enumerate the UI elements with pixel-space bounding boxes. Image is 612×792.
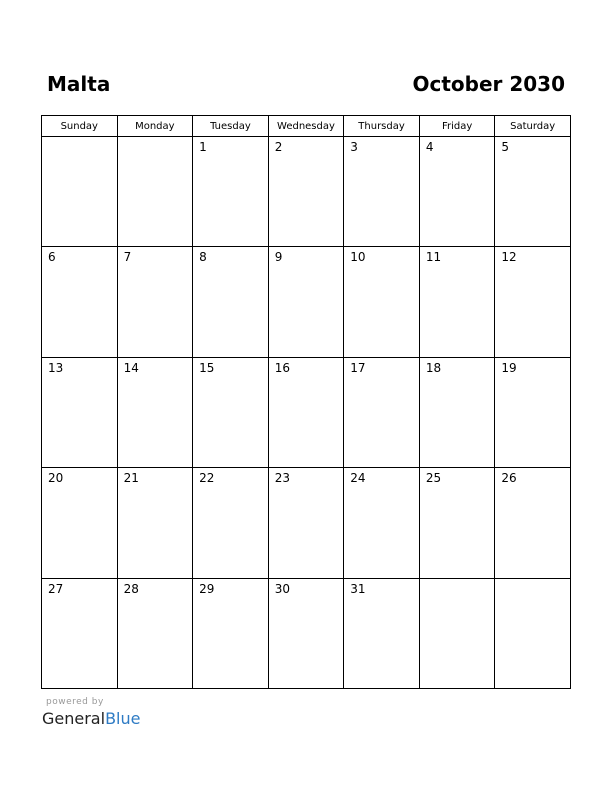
day-number: 31 [350,581,366,596]
day-cell [344,578,420,688]
day-number [495,579,570,582]
day-number: 2 [274,140,283,154]
weekday-header-saturday: Saturday [495,116,571,137]
brand-general-text: General [42,709,106,728]
weekday-header-friday: Friday [419,116,495,137]
day-cell [419,357,495,467]
day-cell [117,357,193,467]
day-number: 12 [501,250,517,265]
day-cell [117,578,193,688]
day-cell [193,357,269,467]
day-number: 3 [350,140,358,154]
weekday-header-sunday: Sunday [42,116,118,137]
day-number: 6 [48,250,56,265]
country-title: Malta [47,72,111,96]
weekday-header-tuesday: Tuesday [193,116,269,137]
day-number: 28 [123,581,139,596]
week-row [42,247,571,357]
day-number: 14 [123,360,139,375]
weekday-header-row [42,116,571,137]
week-row [42,357,571,467]
day-number: 5 [501,140,510,154]
day-cell [193,137,269,247]
week-row [42,468,571,578]
day-cell [42,468,118,578]
day-cell [344,247,420,357]
day-number: 19 [501,360,517,375]
day-cell [495,468,571,578]
day-number [420,579,495,582]
day-cell [268,247,344,357]
day-number: 22 [199,471,215,486]
day-number: 13 [48,360,64,375]
day-number: 20 [48,471,64,486]
day-cell [193,578,269,688]
day-cell [419,247,495,357]
day-cell [117,468,193,578]
day-number: 11 [425,250,442,265]
day-cell [344,137,420,247]
day-number: 24 [350,471,366,486]
day-cell [419,468,495,578]
weekday-header-thursday: Thursday [344,116,420,137]
day-cell [193,468,269,578]
day-cell [268,137,344,247]
day-number: 4 [425,140,434,154]
day-cell [495,578,571,688]
month-year-title: October 2030 [412,72,565,96]
day-cell [42,247,118,357]
day-cell [268,357,344,467]
day-number: 23 [274,471,290,486]
day-number [118,137,193,140]
day-number: 30 [274,581,290,596]
day-cell [495,357,571,467]
day-number: 18 [425,360,442,375]
day-cell [268,578,344,688]
day-cell [495,137,571,247]
brand-blue-text: Blue [105,709,141,728]
calendar-grid [41,115,571,689]
day-number: 21 [123,471,139,486]
powered-by-text: powered by [46,697,104,707]
day-number: 9 [274,250,283,265]
day-number: 29 [199,581,215,596]
day-number: 8 [199,250,207,265]
footer-branding [42,697,140,729]
brand-logo[interactable] [42,709,140,729]
day-number: 25 [425,471,442,486]
day-cell [117,247,193,357]
weekday-header-wednesday: Wednesday [268,116,344,137]
day-cell [42,357,118,467]
day-number: 15 [199,360,215,375]
day-number: 10 [350,250,366,265]
day-cell [419,578,495,688]
day-cell [344,468,420,578]
day-number: 1 [199,140,207,154]
day-cell [42,578,118,688]
day-number: 26 [501,471,517,486]
day-cell [193,247,269,357]
day-cell [495,247,571,357]
day-cell [42,137,118,247]
day-number: 17 [350,360,366,375]
day-cell [117,137,193,247]
day-cell [344,357,420,467]
day-number [42,137,117,140]
week-row [42,137,571,247]
day-cell [419,137,495,247]
week-row [42,578,571,688]
weekday-header-monday: Monday [117,116,193,137]
day-number: 27 [48,581,64,596]
day-number: 16 [274,360,290,375]
day-cell [268,468,344,578]
day-number: 7 [123,250,132,265]
